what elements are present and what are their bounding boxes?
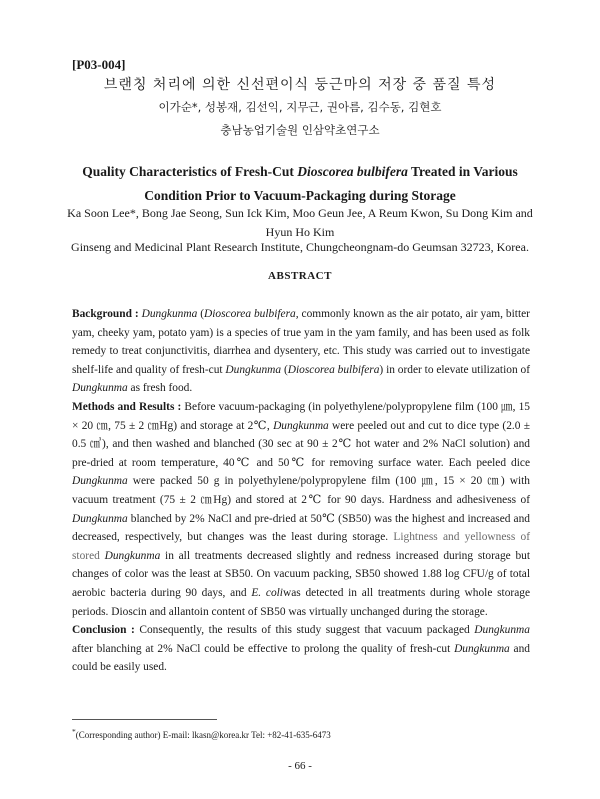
title-part-2: Treated in Various Condition Prior to Vacuum-Packaging during Storage	[144, 164, 518, 203]
abstract-heading: ABSTRACT	[268, 270, 332, 282]
methods-text: Lightness and yellowness of stored	[72, 531, 530, 562]
poster-code: [P03-004]	[72, 57, 126, 72]
methods-text: Dungkunma	[273, 419, 329, 432]
conclusion-paragraph	[72, 621, 530, 677]
title-part-1: Quality Characteristics of Fresh-Cut	[82, 164, 298, 179]
bg-text: Dioscorea bulbifera	[287, 363, 380, 376]
conclusion-text: Dungkunma	[454, 642, 510, 655]
korean-affiliation: 충남농업기술원 인삼약초연구소	[220, 123, 380, 137]
bg-text: ) in order to elevate utilization of	[379, 363, 530, 376]
korean-title: 브랜칭 처리에 의한 신선편이식 둥근마의 저장 중 품질 특성	[103, 77, 497, 93]
conclusion-text: and could be easily used.	[72, 642, 531, 674]
bg-text: commonly known as the air potato, air yam, bitter yam, cheeky yam, potato yam) is a species of true yam in the yam family, and has been used as folk remedy to treat conjunctivitis, diarrhea and dysentery, etc. This study was carried out to investigate shelf-life and quality of fresh-cut	[72, 308, 530, 376]
title-species: Dioscorea bulbifera	[297, 164, 408, 179]
abstract-body	[72, 305, 530, 677]
methods-text: Before vacuum-packaging (in polyethylene/polypropylene film (100 ㎛, 15 × 20 ㎝, 75 ± 2 ㎝Hg) and storage at 2℃,	[72, 400, 530, 432]
bg-text: Dungkunma	[225, 363, 282, 376]
english-affiliation: Ginseng and Medicinal Plant Research Institute, Chungcheongnam-do Geumsan 32723, Korea.	[71, 240, 529, 254]
bg-text: Dungkunma	[141, 308, 198, 320]
english-authors: Ka Soon Lee*, Bong Jae Seong, Sun Ick Kim, Moo Geun Jee, A Reum Kwon, Su Dong Kim and Hyun Ho Kim	[67, 206, 533, 239]
methods-text: Dungkunma	[72, 512, 128, 525]
conclusion-label: Conclusion :	[72, 624, 135, 637]
methods-text: were peeled out and cut to dice type (2.0 ± 0.5 ㎤), and then washed and blanched (30 sec at 90 ± 2℃ hot water and 2% NaCl solution) and pre-dried at room temperature, 40℃ and 50℃ for removing surface water. Each peeled dice	[72, 419, 530, 469]
methods-paragraph	[72, 398, 530, 621]
methods-text: Dungkunma	[104, 549, 161, 562]
bg-text: (	[281, 363, 288, 376]
background-label: Background :	[72, 308, 139, 320]
methods-text: was detected in all treatments during whole storage periods. Dioscin and allantoin content of SB50 was virtually unchanged during the storage.	[72, 586, 531, 618]
footnote-text: (Corresponding author) E-mail: lkasn@korea.kr Tel: +82-41-635-6473	[75, 730, 331, 740]
conclusion-text: Dungkunma	[474, 624, 530, 637]
bg-text: Dioscorea bulbifera,	[204, 308, 299, 320]
methods-text: in all treatments decreased slightly and redness increased during storage but changes of color was the least at SB50. On vacuum packing, SB50 showed 1.88 log CFU/g of total aerobic bacteria during 90 days, and	[72, 549, 531, 599]
methods-label: Methods and Results :	[72, 400, 182, 413]
background-paragraph	[72, 305, 530, 398]
bg-text: Dungkunma	[72, 382, 128, 395]
footnote-rule	[72, 719, 217, 720]
methods-text: were packed 50 g in polyethylene/polypropylene film (100 ㎛, 15 × 20 ㎝) with vacuum treatment (75 ± 2 ㎝Hg) and stored at 2℃ for 90 days. Hardness and adhesiveness of	[72, 475, 530, 506]
bg-text: as fresh food.	[127, 382, 193, 395]
english-title	[60, 160, 540, 208]
footnote	[72, 727, 331, 740]
korean-authors: 이가순*, 성봉재, 김선익, 지무근, 권아름, 김수동, 김현호	[158, 100, 442, 114]
bg-text: (	[197, 308, 205, 320]
page-number: - 66 -	[288, 760, 312, 772]
methods-text: Dungkunma	[72, 475, 128, 488]
footnote-mark: *	[72, 727, 76, 736]
conclusion-text: after blanching at 2% NaCl could be effective to prolong the quality of fresh-cut	[72, 642, 455, 655]
methods-text: E. coli	[251, 586, 283, 599]
methods-text: blanched by 2% NaCl and pre-dried at 50℃ (SB50) was the highest and increased and decreased, respectively, but changes was the least during storage.	[72, 512, 530, 544]
conclusion-text: Consequently, the results of this study suggest that vacuum packaged	[134, 624, 475, 637]
